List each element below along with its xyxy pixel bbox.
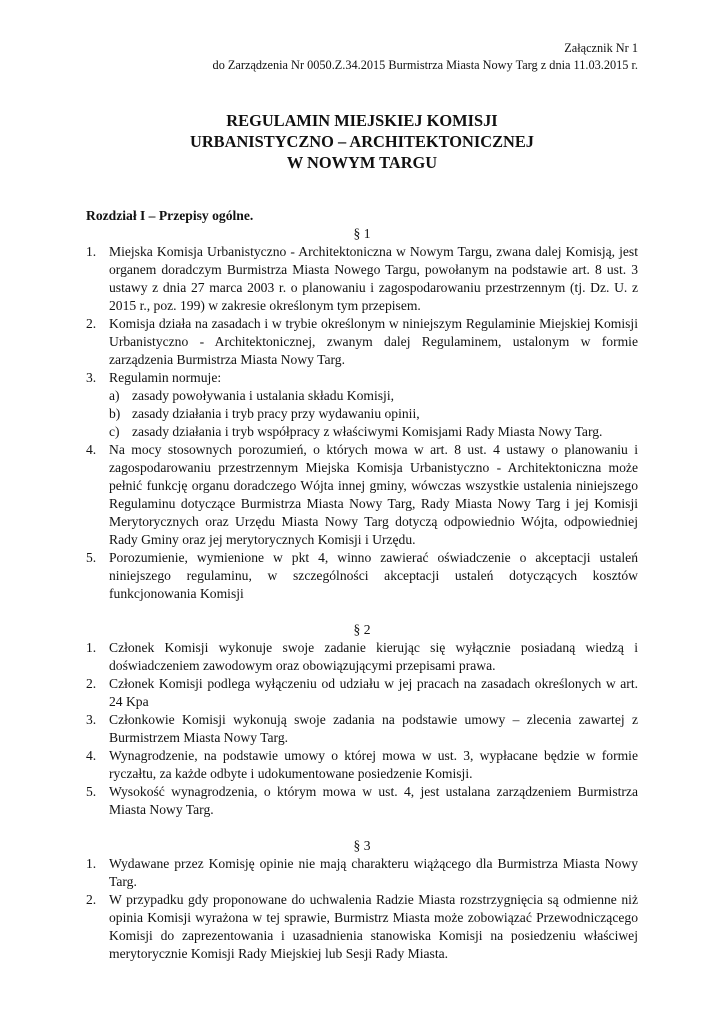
section-mark: § 3 [353, 838, 371, 853]
section-2-list [86, 639, 638, 819]
list-item [86, 243, 638, 315]
item-number: 3. [86, 712, 97, 727]
item-text: Regulamin normuje: [109, 370, 222, 385]
item-number: 5. [86, 550, 97, 565]
sub-item-text: zasady powoływania i ustalania składu Komisji, [132, 388, 395, 403]
list-item [86, 441, 638, 549]
attachment-reference: do Zarządzenia Nr 0050.Z.34.2015 Burmistrza Miasta Nowy Targ z dnia 11.03.2015 r. [212, 58, 638, 72]
item-number: 3. [86, 370, 97, 385]
list-item [86, 855, 638, 891]
chapter-heading: Rozdział I – Przepisy ogólne. [86, 208, 254, 223]
list-item [86, 639, 638, 675]
item-text: W przypadku gdy proponowane do uchwalenia Radzie Miasta rozstrzygnięcia są odmienne niż opinia Komisji wyrażona w tej sprawie, Burmistrz Miasta może zobowiązać Przewodniczącego Komisji do zaprezentowania i uzasadnienia stanowiska Komisji na posiedzeniu właściwej merytorycznie Komisji Rady Miejskiej lub Sesji Rady Miasta. [109, 892, 638, 961]
item-text: Porozumienie, wymienione w pkt 4, winno zawierać oświadczenie o akceptacji ustaleń niniejszego regulaminu, w szczególności akceptacji ustaleń dotyczących kosztów funkcjonowania Komisji [109, 550, 638, 601]
list-item [86, 747, 638, 783]
item-number: 2. [86, 892, 97, 907]
document-title [0, 110, 724, 173]
sub-item-letter: a) [109, 388, 120, 403]
sub-list-item [109, 423, 638, 441]
list-item [86, 315, 638, 369]
item-number: 4. [86, 442, 97, 457]
list-item [86, 783, 638, 819]
list-item [86, 891, 638, 963]
sub-list-item [109, 387, 638, 405]
list-item [86, 369, 638, 441]
item-text: Miejska Komisja Urbanistyczno - Architektoniczna w Nowym Targu, zwana dalej Komisją, jest organem doradczym Burmistrza Miasta Nowego Targu, powołanym na podstawie art. 8 ust. 3 ustawy z dnia 27 marca 2003 r. o planowaniu i zagospodarowaniu przestrzennym (tj. Dz. U. z 2015 r., poz. 199) w zakresie określonym tym przepisem. [109, 244, 638, 313]
section-1-list [86, 243, 638, 603]
item-text: Komisja działa na zasadach i w trybie określonym w niniejszym Regulaminie Miejskiej Komisji Urbanistyczno - Architektonicznej, zwanym dalej Regulaminem, ustalonym w formie zarządzenia Burmistrza Miasta Nowy Targ. [109, 316, 638, 367]
item-number: 1. [86, 244, 97, 259]
attachment-number: Załącznik Nr 1 [564, 41, 638, 55]
item-number: 1. [86, 856, 97, 871]
sub-item-letter: b) [109, 406, 121, 421]
item-text: Na mocy stosownych porozumień, o których mowa w art. 8 ust. 4 ustawy o planowaniu i zagospodarowaniu przestrzennym Miejska Komisja Urbanistyczno - Architektoniczna może pełnić funkcję organu doradczego Wójta innej gminy, wówczas wszystkie ustalenia niniejszego Regulaminu dotyczące Burmistrza Miasta Nowy Targ, Rady Miasta Nowy Targ i jej Komisji Merytorycznych oraz Urzędu Miasta Nowy Targ dotyczą odpowiednio Wójta, odpowiedniej Rady Gminy oraz jej merytorycznych Komisji i Urzędu. [109, 442, 638, 547]
item-text: Członek Komisji wykonuje swoje zadanie kierując się wyłącznie posiadaną wiedzą i doświadczeniem zawodowym oraz obowiązującymi przepisami prawa. [109, 640, 638, 673]
item-text: Wynagrodzenie, na podstawie umowy o której mowa w ust. 3, wypłacane będzie w formie ryczałtu, za każde odbyte i udokumentowane posiedzenie Komisji. [109, 748, 638, 781]
item-number: 4. [86, 748, 97, 763]
sub-list-item [109, 405, 638, 423]
item-number: 5. [86, 784, 97, 799]
item-number: 2. [86, 316, 97, 331]
section-mark: § 2 [353, 622, 371, 637]
attachment-header [213, 40, 638, 74]
sub-item-letter: c) [109, 424, 120, 439]
item-number: 2. [86, 676, 97, 691]
document-body [86, 207, 638, 963]
title-line-1: REGULAMIN MIEJSKIEJ KOMISJI [226, 111, 498, 130]
item-text: Wydawane przez Komisję opinie nie mają charakteru wiążącego dla Burmistrza Miasta Nowy Targ. [109, 856, 638, 889]
sub-list [109, 387, 638, 441]
item-text: Członek Komisji podlega wyłączeniu od udziału w jej pracach na zasadach określonych w art. 24 Kpa [109, 676, 638, 709]
item-number: 1. [86, 640, 97, 655]
section-mark: § 1 [353, 226, 371, 241]
list-item [86, 711, 638, 747]
section-3-list [86, 855, 638, 963]
sub-item-text: zasady działania i tryb współpracy z właściwymi Komisjami Rady Miasta Nowy Targ. [132, 424, 603, 439]
section-3 [86, 837, 638, 963]
section-1 [86, 225, 638, 603]
title-line-2: URBANISTYCZNO – ARCHITEKTONICZNEJ [190, 132, 534, 151]
title-line-3: W NOWYM TARGU [286, 153, 438, 172]
list-item [86, 675, 638, 711]
list-item [86, 549, 638, 603]
item-text: Wysokość wynagrodzenia, o którym mowa w ust. 4, jest ustalana zarządzeniem Burmistrza Miasta Nowy Targ. [109, 784, 638, 817]
item-text: Członkowie Komisji wykonują swoje zadania na podstawie umowy – zlecenia zawartej z Burmistrzem Miasta Nowy Targ. [109, 712, 638, 745]
section-2 [86, 621, 638, 819]
sub-item-text: zasady działania i tryb pracy przy wydawaniu opinii, [132, 406, 420, 421]
